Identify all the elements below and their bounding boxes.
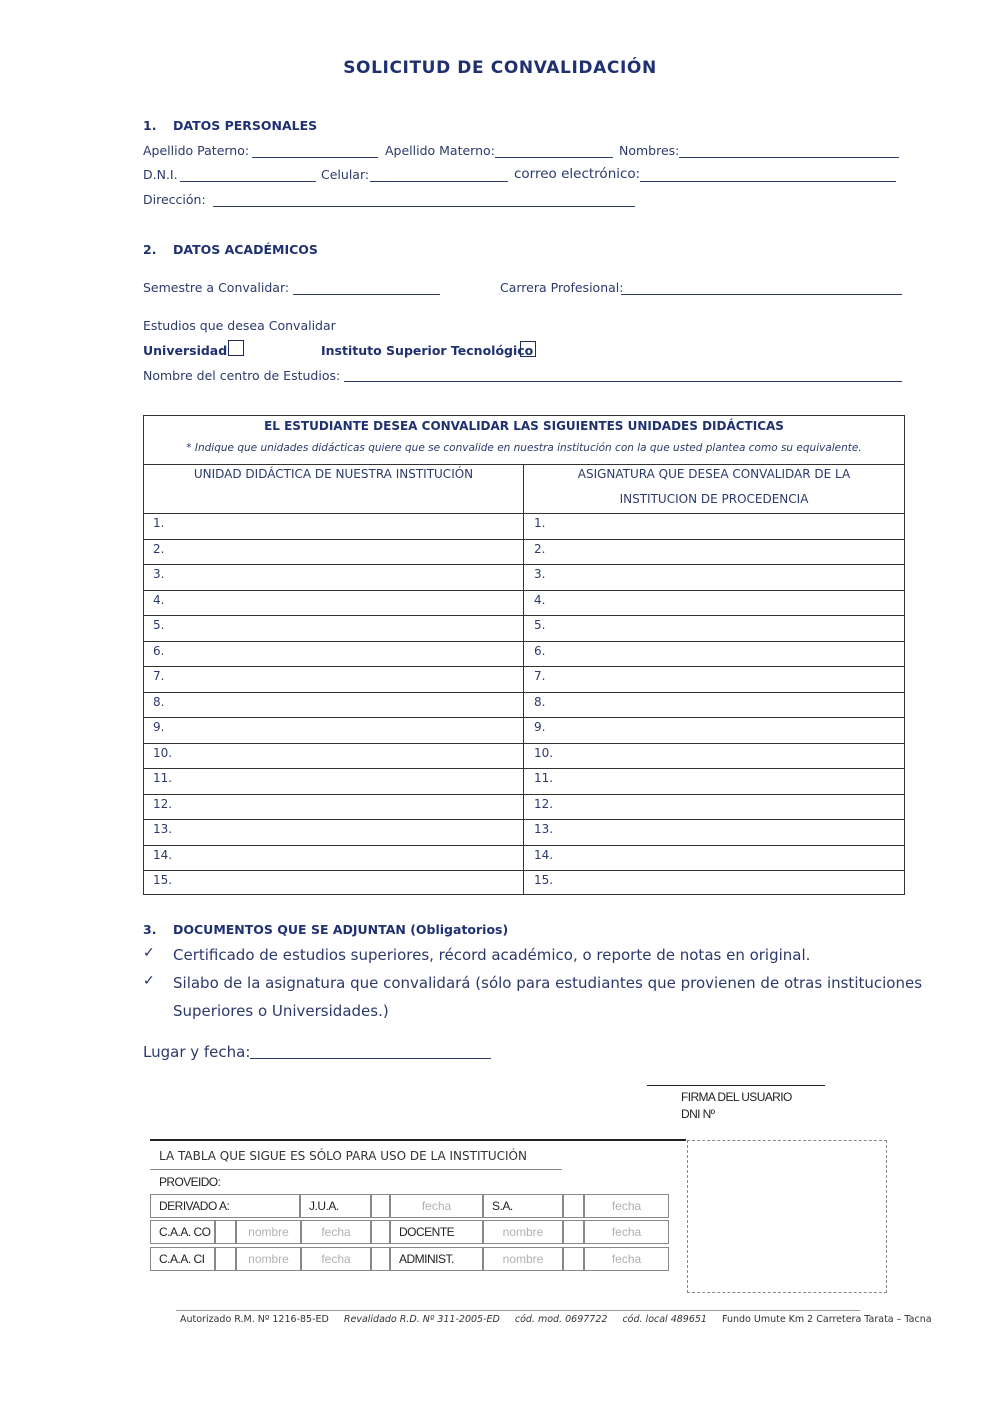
footer-cod-local: cód. local 489651 — [622, 1314, 707, 1325]
origin-subject-cell[interactable]: 13. — [534, 822, 554, 836]
administ-date-field[interactable]: fecha — [584, 1247, 669, 1271]
caa-co-name-field[interactable]: nombre — [236, 1220, 301, 1244]
apellido-materno-field[interactable] — [495, 157, 613, 158]
section-number: 1. — [143, 118, 157, 133]
nombres-label: Nombres: — [619, 143, 680, 158]
centro-label: Nombre del centro de Estudios: — [143, 368, 341, 383]
origin-subject-cell[interactable]: 14. — [534, 847, 554, 862]
origin-subject-cell[interactable]: 6. — [534, 643, 546, 658]
table-row — [144, 870, 904, 897]
carrera-label: Carrera Profesional: — [500, 280, 624, 295]
table-row — [144, 615, 904, 642]
table-header — [144, 416, 904, 465]
table-row — [144, 768, 904, 795]
lugar-fecha-field[interactable] — [250, 1058, 491, 1059]
jua-date-field[interactable]: fecha — [390, 1194, 483, 1218]
table-row — [144, 564, 904, 591]
administ-name-field[interactable]: nombre — [483, 1247, 563, 1271]
own-unit-cell[interactable]: 15. — [153, 873, 173, 887]
table-row — [144, 513, 904, 540]
dni-label: D.N.I. — [143, 167, 178, 182]
origin-subject-cell[interactable]: 12. — [534, 796, 554, 811]
centro-field[interactable] — [344, 381, 902, 382]
own-unit-cell[interactable]: 3. — [153, 567, 165, 581]
signature-label: FIRMA DEL USUARIO — [681, 1090, 792, 1104]
institution-title: LA TABLA QUE SIGUE ES SÓLO PARA USO DE LA INSTITUCIÓN — [159, 1149, 527, 1163]
proveido-label: PROVEIDO: — [159, 1175, 221, 1189]
table-row — [144, 794, 904, 821]
origin-subject-cell[interactable]: 11. — [534, 771, 554, 785]
docente-date-field[interactable]: fecha — [584, 1220, 669, 1244]
correo-label: correo electrónico: — [514, 166, 641, 182]
signature-line[interactable] — [647, 1085, 825, 1086]
own-unit-cell[interactable]: 10. — [153, 745, 173, 760]
stamp-box[interactable] — [687, 1140, 887, 1293]
caa-co-label: C.A.A. CO — [150, 1220, 215, 1244]
column-header-origin-line1: ASIGNATURA QUE DESEA CONVALIDAR DE LA — [577, 467, 851, 481]
administ-extra-cell[interactable] — [563, 1247, 584, 1271]
universidad-checkbox[interactable] — [228, 340, 244, 356]
own-unit-cell[interactable]: 11. — [153, 771, 173, 785]
sa-date-field[interactable]: fecha — [584, 1194, 669, 1218]
universidad-label: Universidad — [143, 343, 228, 358]
section-title: DATOS PERSONALES — [173, 118, 318, 133]
table-note: * Indique que unidades didácticas quiere que se convalide en nuestra institución con la que usted plantea como su equivalente. — [186, 442, 862, 454]
convalidation-table — [143, 415, 905, 895]
section-title-suffix: (Obligatorios) — [410, 922, 509, 937]
direccion-label: Dirección: — [143, 192, 206, 207]
table-row — [144, 819, 904, 846]
correo-field[interactable] — [640, 181, 896, 182]
section-documents-heading — [143, 922, 508, 937]
origin-subject-cell[interactable]: 9. — [534, 720, 546, 734]
apellido-materno-label: Apellido Materno: — [385, 143, 495, 158]
origin-subject-cell[interactable]: 10. — [534, 745, 554, 760]
caa-ci-mark-cell[interactable] — [215, 1247, 236, 1271]
signature-dni-label: DNI Nº — [681, 1107, 715, 1121]
page-title: SOLICITUD DE CONVALIDACIÓN — [343, 58, 657, 78]
carrera-field[interactable] — [621, 294, 902, 295]
nombres-field[interactable] — [679, 157, 899, 158]
check-icon: ✓ — [143, 945, 155, 961]
origin-subject-cell[interactable]: 15. — [534, 873, 554, 887]
docente-name-field[interactable]: nombre — [483, 1220, 563, 1244]
footer-cod-mod: cód. mod. 0697722 — [514, 1314, 608, 1325]
section-number: 2. — [143, 242, 157, 257]
derivado-label: DERIVADO A: — [150, 1194, 300, 1218]
own-unit-cell[interactable]: 6. — [153, 643, 165, 658]
direccion-field[interactable] — [213, 206, 635, 207]
caa-co-date-field[interactable]: fecha — [301, 1220, 371, 1244]
origin-subject-cell[interactable]: 1. — [534, 516, 546, 530]
institution-top-rule — [150, 1139, 686, 1141]
origin-subject-cell[interactable]: 5. — [534, 618, 546, 632]
document-item-2-line2: Superiores o Universidades.) — [173, 1002, 389, 1020]
sa-label: S.A. — [483, 1194, 563, 1218]
origin-subject-cell[interactable]: 2. — [534, 541, 546, 556]
table-row — [144, 641, 904, 668]
column-header-own: UNIDAD DIDÁCTICA DE NUESTRA INSTITUCIÓN — [193, 467, 474, 481]
docente-mark-cell[interactable] — [371, 1220, 390, 1244]
own-unit-cell[interactable]: 5. — [153, 618, 165, 632]
origin-subject-cell[interactable]: 8. — [534, 694, 546, 709]
apellido-paterno-field[interactable] — [252, 157, 378, 158]
section-number: 3. — [143, 922, 157, 937]
own-unit-cell[interactable]: 14. — [153, 847, 173, 862]
document-item-2-line1: Silabo de la asignatura que convalidará (sólo para estudiantes que provienen de otras instituciones — [173, 974, 923, 992]
own-unit-cell[interactable]: 12. — [153, 796, 173, 811]
semestre-field[interactable] — [293, 294, 440, 295]
instituto-checkbox[interactable] — [520, 341, 536, 357]
table-title: EL ESTUDIANTE DESEA CONVALIDAR LAS SIGUIENTES UNIDADES DIDÁCTICAS — [264, 419, 784, 433]
origin-subject-cell[interactable]: 3. — [534, 567, 546, 581]
lugar-fecha-label: Lugar y fecha: — [143, 1043, 251, 1061]
own-unit-cell[interactable]: 13. — [153, 822, 173, 836]
own-unit-cell[interactable]: 2. — [153, 541, 165, 556]
celular-label: Celular: — [321, 167, 370, 182]
table-row — [144, 539, 904, 566]
section-academic-heading — [143, 242, 318, 257]
apellido-paterno-label: Apellido Paterno: — [143, 143, 250, 158]
table-row — [144, 590, 904, 617]
table-row — [144, 666, 904, 693]
institution-title-rule — [150, 1169, 562, 1170]
dni-field[interactable] — [180, 181, 316, 182]
docente-extra-cell[interactable] — [563, 1220, 584, 1244]
footer-address: Fundo Umute Km 2 Carretera Tarata – Tacna — [722, 1314, 932, 1325]
caa-co-mark-cell[interactable] — [215, 1220, 236, 1244]
own-unit-cell[interactable]: 4. — [153, 592, 165, 607]
caa-ci-name-field[interactable]: nombre — [236, 1247, 301, 1271]
own-unit-cell[interactable]: 7. — [153, 669, 165, 683]
own-unit-cell[interactable]: 1. — [153, 516, 165, 530]
column-header-origin-line2: INSTITUCION DE PROCEDENCIA — [619, 492, 809, 506]
table-row — [144, 743, 904, 770]
check-icon: ✓ — [143, 973, 155, 989]
jua-mark-cell[interactable] — [371, 1194, 390, 1218]
section-title: DOCUMENTOS QUE SE ADJUNTAN — [173, 922, 406, 937]
origin-subject-cell[interactable]: 4. — [534, 592, 546, 607]
own-unit-cell[interactable]: 9. — [153, 720, 165, 734]
table-row — [144, 692, 904, 719]
column-header-origin — [524, 462, 904, 512]
docente-label: DOCENTE — [390, 1220, 483, 1244]
semestre-label: Semestre a Convalidar: — [143, 280, 290, 295]
sa-mark-cell[interactable] — [563, 1194, 584, 1218]
caa-ci-date-field[interactable]: fecha — [301, 1247, 371, 1271]
instituto-label: Instituto Superior Tecnológico — [321, 343, 534, 358]
table-row — [144, 845, 904, 872]
caa-ci-label: C.A.A. CI — [150, 1247, 215, 1271]
section-title: DATOS ACADÉMICOS — [173, 242, 318, 257]
estudios-label: Estudios que desea Convalidar — [143, 318, 336, 333]
document-item-1: Certificado de estudios superiores, récord académico, o reporte de notas en original. — [173, 946, 811, 964]
own-unit-cell[interactable]: 8. — [153, 694, 165, 709]
section-personal-heading — [143, 118, 317, 133]
administ-mark-cell[interactable] — [371, 1247, 390, 1271]
jua-label: J.U.A. — [300, 1194, 371, 1218]
origin-subject-cell[interactable]: 7. — [534, 669, 546, 683]
administ-label: ADMINIST. — [390, 1247, 483, 1271]
footer — [180, 1314, 932, 1325]
footer-rule — [176, 1310, 860, 1311]
footer-revalidado: Revalidado R.D. Nº 311-2005-ED — [343, 1314, 500, 1325]
celular-field[interactable] — [370, 181, 508, 182]
table-row — [144, 717, 904, 744]
footer-autorizado: Autorizado R.M. Nº 1216-85-ED — [180, 1314, 329, 1325]
